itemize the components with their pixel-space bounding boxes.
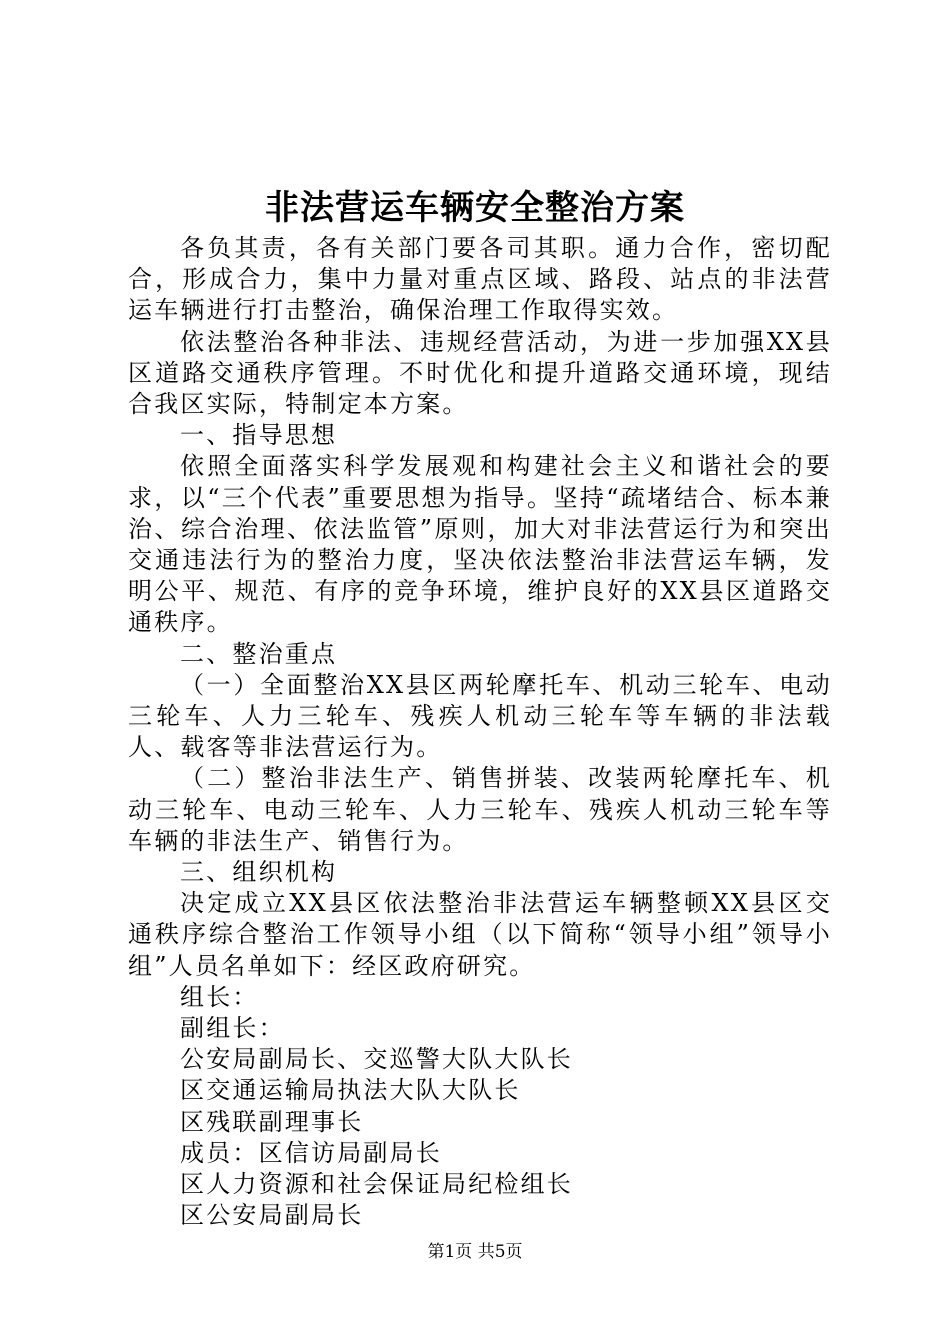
member-line: 成员：区信访局副局长: [180, 1138, 442, 1167]
intro-paragraph-2: 依法整治各种非法、违规经营活动，为进一步加强XX县区道路交通秩序管理。不时优化和提升道路交通环境，现结合我区实际，特制定本方案。: [128, 327, 832, 419]
member-line: 区交通运输局执法大队大队长: [180, 1076, 521, 1105]
section-heading-guiding-ideology: 一、指导思想: [180, 421, 338, 450]
section-heading-organization: 三、组织机构: [180, 858, 338, 887]
member-line: 区人力资源和社会保证局纪检组长: [180, 1170, 573, 1199]
section-heading-key-points: 二、整治重点: [180, 639, 338, 668]
document-body: [128, 233, 832, 1232]
page-footer: 第1页 共5页: [427, 1242, 523, 1262]
member-line: 区残联副理事长: [180, 1107, 364, 1136]
section-text-guiding-ideology: 依照全面落实科学发展观和构建社会主义和谐社会的要求，以“三个代表”重要思想为指导。坚持“疏堵结合、标本兼治、综合治理、依法监管”原则，加大对非法营运行为和突出交通违法行为的整治力度，坚决依法整治非法营运车辆，发明公平、规范、有序的竞争环境，维护良好的XX县区道路交通秩序。: [128, 452, 832, 637]
member-line: 公安局副局长、交巡警大队大队长: [180, 1045, 573, 1074]
key-point-item-2: （二）整治非法生产、销售拼装、改装两轮摩托车、机动三轮车、电动三轮车、人力三轮车、残疾人机动三轮车等车辆的非法生产、销售行为。: [128, 764, 832, 855]
document-title: 非法营运车辆安全整治方案: [265, 188, 685, 228]
intro-paragraph-1: 各负其责，各有关部门要各司其职。通力合作，密切配合，形成合力，集中力量对重点区域、路段、站点的非法营运车辆进行打击整治，确保治理工作取得实效。: [128, 234, 832, 325]
member-line: 区公安局副局长: [180, 1201, 364, 1230]
member-line: 副组长：: [180, 1014, 285, 1043]
key-point-item-1: （一）全面整治XX县区两轮摩托车、机动三轮车、电动三轮车、人力三轮车、残疾人机动三轮车等车辆的非法载人、载客等非法营运行为。: [128, 670, 832, 762]
section-text-organization: 决定成立XX县区依法整治非法营运车辆整顿XX县区交通秩序综合整治工作领导小组（以下简称“领导小组”领导小组”人员名单如下：经区政府研究。: [128, 889, 832, 980]
member-line: 组长：: [180, 982, 259, 1011]
